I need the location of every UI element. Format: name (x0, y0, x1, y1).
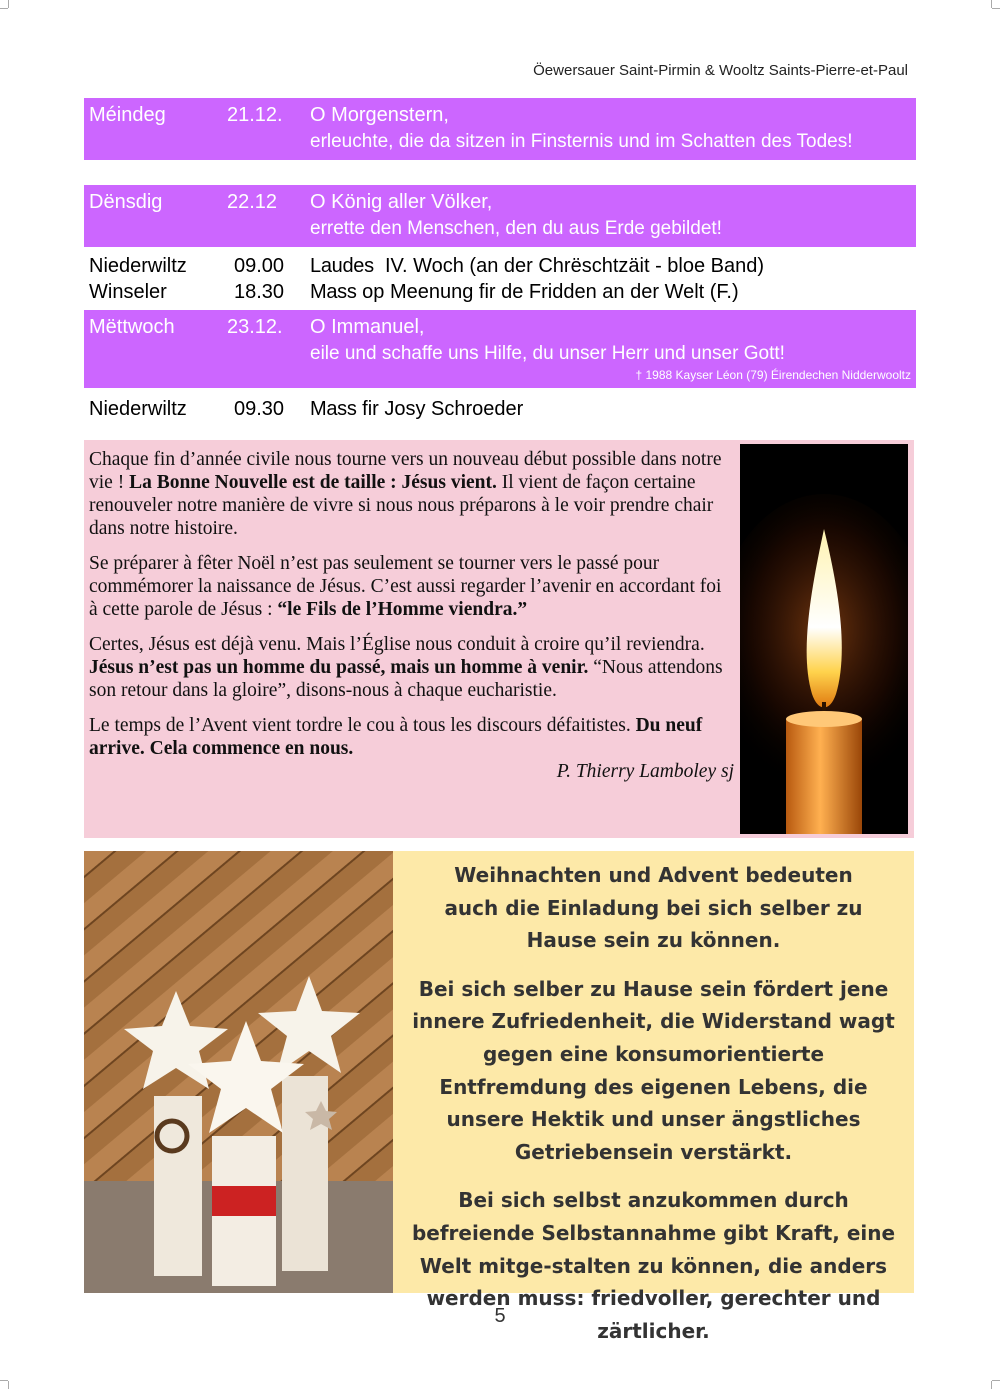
reflection-text (89, 448, 734, 783)
day-date: 21.12. (227, 104, 283, 126)
emphasis-text: Jésus n’est pas un homme du passé, mais un homme à venir. (89, 657, 589, 678)
reflection-paragraph (89, 714, 734, 760)
reflection-paragraph (89, 448, 734, 540)
service-detail: op Meenung fir de Fridden an der Welt (F.) (356, 281, 739, 303)
advent-paragraph: Bei sich selber zu Hause sein fördert jene innere Zufriedenheit, die Widerstand wagt gegen eine konsumorientierte Entfremdung des eigenen Lebens, die unsere Hektik und unser ängstliches Getriebensein verstärkt. (412, 976, 895, 1164)
service-detail: IV. Woch (an der Chrëschtzäit - bloe Band) (373, 255, 765, 277)
text-run: Il vient de façon certaine renouveler notre manière de vivre si nous nous préparons à le voir prendre chair dans notre histoire. (89, 472, 714, 539)
day-bar-wednesday (84, 310, 916, 388)
crop-mark (0, 1380, 8, 1381)
antiphon-text: erleuchte, die da sitzen in Finsternis und im Schatten des Todes! (310, 131, 853, 152)
crop-mark (991, 0, 992, 8)
crop-mark (0, 8, 8, 9)
advent-paragraph: Bei sich selbst anzukommen durch befreiende Selbstannahme gibt Kraft, eine Welt mitge-stalten zu können, die anders werden muss: friedvoller, gerechter und zärtlicher. (411, 1188, 896, 1343)
wooden-stars-illustration (84, 851, 393, 1293)
day-bar-monday (84, 98, 916, 160)
advent-paragraph: Weihnachten und Advent bedeuten auch die Einladung bei sich selber zu Hause sein zu können. (444, 863, 863, 953)
text-run: Le temps de l’Avent vient tordre le cou à tous les discours défaitistes. (89, 715, 636, 736)
service-kind: Mass (310, 281, 357, 303)
crop-mark (992, 1380, 1000, 1381)
text-run: “Nous attendons son retour dans la gloire”, disons-nous à chaque eucharistie. (89, 657, 723, 701)
page-number: 5 (494, 1305, 506, 1327)
candle-photo (740, 444, 908, 834)
service-kind: Mass (310, 398, 357, 420)
service-kind: Laudes (310, 255, 374, 277)
advent-text-box (393, 851, 914, 1343)
antiphon-text: errette den Menschen, den du aus Erde gebildet! (310, 218, 722, 239)
emphasis-text: “le Fils de l’Homme viendra.” (277, 599, 528, 620)
day-name: Méindeg (89, 104, 166, 126)
reflection-paragraph (89, 633, 734, 702)
text-run: Chaque fin d’année civile nous tourne vers un nouveau début possible dans notre vie ! (89, 449, 722, 493)
day-name: Mëttwoch (89, 316, 175, 338)
service-time: 09.30 (234, 398, 285, 420)
advent-text (393, 859, 914, 1363)
day-bar-tuesday (84, 185, 916, 247)
service-place: Niederwiltz (89, 255, 187, 277)
antiphon-title: O Morgenstern, (310, 104, 449, 126)
antiphon-title: O König aller Völker, (310, 191, 493, 213)
text-run: Se préparer à fêter Noël n’est pas seulement se tourner vers le passé pour commémorer la naissance de Jésus. C’est aussi regarder l’avenir en accordant foi à cette parole de Jésus : (89, 553, 722, 620)
antiphon-title: O Immanuel, (310, 316, 425, 338)
service-place: Niederwiltz (89, 398, 187, 420)
emphasis-text: La Bonne Nouvelle est de taille : Jésus vient. (129, 472, 497, 493)
service-place: Winseler (89, 281, 167, 303)
day-date: 22.12 (227, 191, 278, 213)
author-signature: P. Thierry Lamboley sj (556, 761, 734, 782)
page-header: Öewersauer Saint-Pirmin & Wooltz Saints-Pierre-et-Paul (533, 62, 908, 79)
antiphon-text: eile und schaffe uns Hilfe, du unser Herr und unser Gott! (310, 343, 785, 364)
service-time: 09.00 (234, 255, 285, 277)
emphasis-text: Du neuf arrive. Cela commence en nous. (89, 715, 703, 759)
day-name: Dënsdig (89, 191, 163, 213)
memorial-note: † 1988 Kayser Léon (79) Éirendechen Nidderwooltz (635, 368, 911, 382)
crop-mark (992, 8, 1000, 9)
advent-stars-photo (84, 851, 393, 1293)
service-time: 18.30 (234, 281, 285, 303)
candle-illustration (740, 444, 908, 834)
crop-mark (991, 1381, 992, 1389)
reflection-paragraph (89, 552, 734, 621)
text-run: Certes, Jésus est déjà venu. Mais l’Église nous conduit à croire qu’il reviendra. (89, 634, 705, 655)
crop-mark (8, 1381, 9, 1389)
day-date: 23.12. (227, 316, 283, 338)
crop-mark (8, 0, 9, 8)
service-detail: fir Josy Schroeder (356, 398, 524, 420)
